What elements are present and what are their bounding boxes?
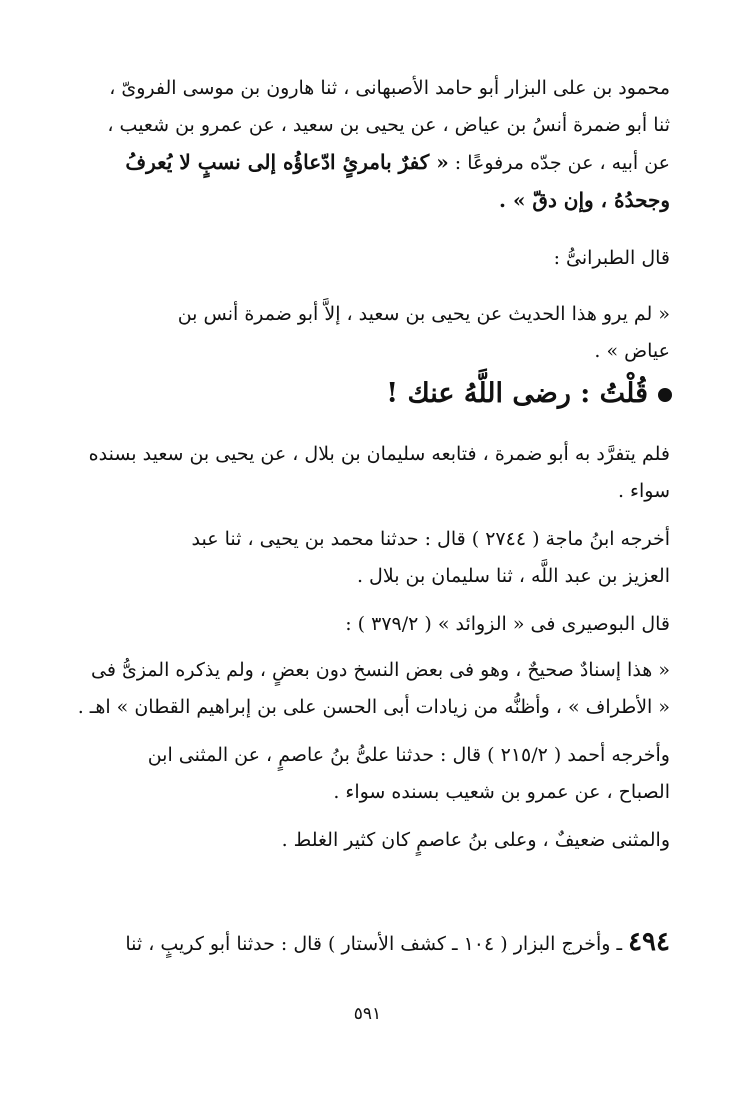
mutaba-paragraph (70, 436, 670, 510)
next-hadith-entry (70, 922, 670, 964)
text-line: « الأطراف » ، وأظنُّه من زيادات أبى الحسن على بن إبراهيم القطان » اهـ . (77, 696, 670, 718)
isnad-quote (70, 652, 670, 726)
text-line (70, 922, 670, 964)
ahmad-paragraph (70, 737, 670, 811)
ibn-majah-paragraph (70, 521, 670, 595)
hadith-intro-text: ـ وأخرج البزار ( ١٠٤ ـ كشف الأستار ) قال : حدثنا أبو كريبٍ ، ثنا (125, 933, 629, 955)
text-line: قال البوصيرى فى « الزوائد » ( ٣٧٩/٢ ) : (345, 613, 670, 635)
hadith-matn-end: وجحدُهُ ، وإن دقّ » . (499, 188, 670, 212)
page-number: ٥٩١ (353, 1004, 382, 1024)
text-line: الصباح ، عن عمرو بن شعيب بسنده سواء . (333, 781, 670, 803)
text-line: والمثنى ضعيفٌ ، وعلى بنُ عاصمٍ كان كثير الغلط . (281, 829, 670, 851)
text-line: وأخرجه أحمد ( ٢١٥/٢ ) قال : حدثنا علىُّ بنُ عاصمٍ ، عن المثنى ابن (147, 744, 670, 766)
bullet-icon (658, 388, 672, 402)
hadith-matn: « كفرٌ بامرئٍ ادّعاؤُه إلى نسبٍ لا يُعرفُ (125, 150, 449, 174)
text-line: ثنا أبو ضمرة أنسُ بن عياض ، عن يحيى بن سعيد ، عن عمرو بن شعيب ، (107, 114, 670, 136)
hadith-chain-paragraph (70, 70, 670, 219)
label-text: قال الطبرانىُّ : (553, 247, 670, 269)
text-line: فلم يتفرَّد به أبو ضمرة ، فتابعه سليمان بن بلال ، عن يحيى بن سعيد بسنده (88, 443, 670, 465)
muthanna-paragraph (70, 822, 670, 859)
text-line: أخرجه ابنُ ماجة ( ٢٧٤٤ ) قال : حدثنا محمد بن يحيى ، ثنا عبد (191, 528, 670, 550)
chain-text: عن أبيه ، عن جدّه مرفوعًا : (448, 152, 670, 174)
section-heading (300, 372, 672, 416)
tabarani-quote (70, 296, 670, 370)
text-line: سواء . (617, 480, 670, 502)
tabarani-label (70, 240, 670, 277)
hadith-number: ٤٩٤ (628, 927, 670, 957)
text-line: « لم يرو هذا الحديث عن يحيى بن سعيد ، إلاَّ أبو ضمرة أنس بن (177, 303, 670, 325)
text-line: محمود بن على البزار أبو حامد الأصبهانى ، ثنا هارون بن موسى الفروىّ ، (109, 77, 670, 99)
text-line: عياض » . (594, 340, 670, 362)
text-line: « هذا إسنادٌ صحيحٌ ، وهو فى بعض النسخ دون بعضٍ ، ولم يذكره المزىُّ فى (90, 659, 670, 681)
text-line (70, 144, 670, 182)
busiri-paragraph (70, 606, 670, 643)
text-line: العزيز بن عبد اللَّه ، ثنا سليمان بن بلال . (356, 565, 670, 587)
heading-text: قُلْتُ : رضى اللَّهُ عنك ! (386, 378, 648, 409)
